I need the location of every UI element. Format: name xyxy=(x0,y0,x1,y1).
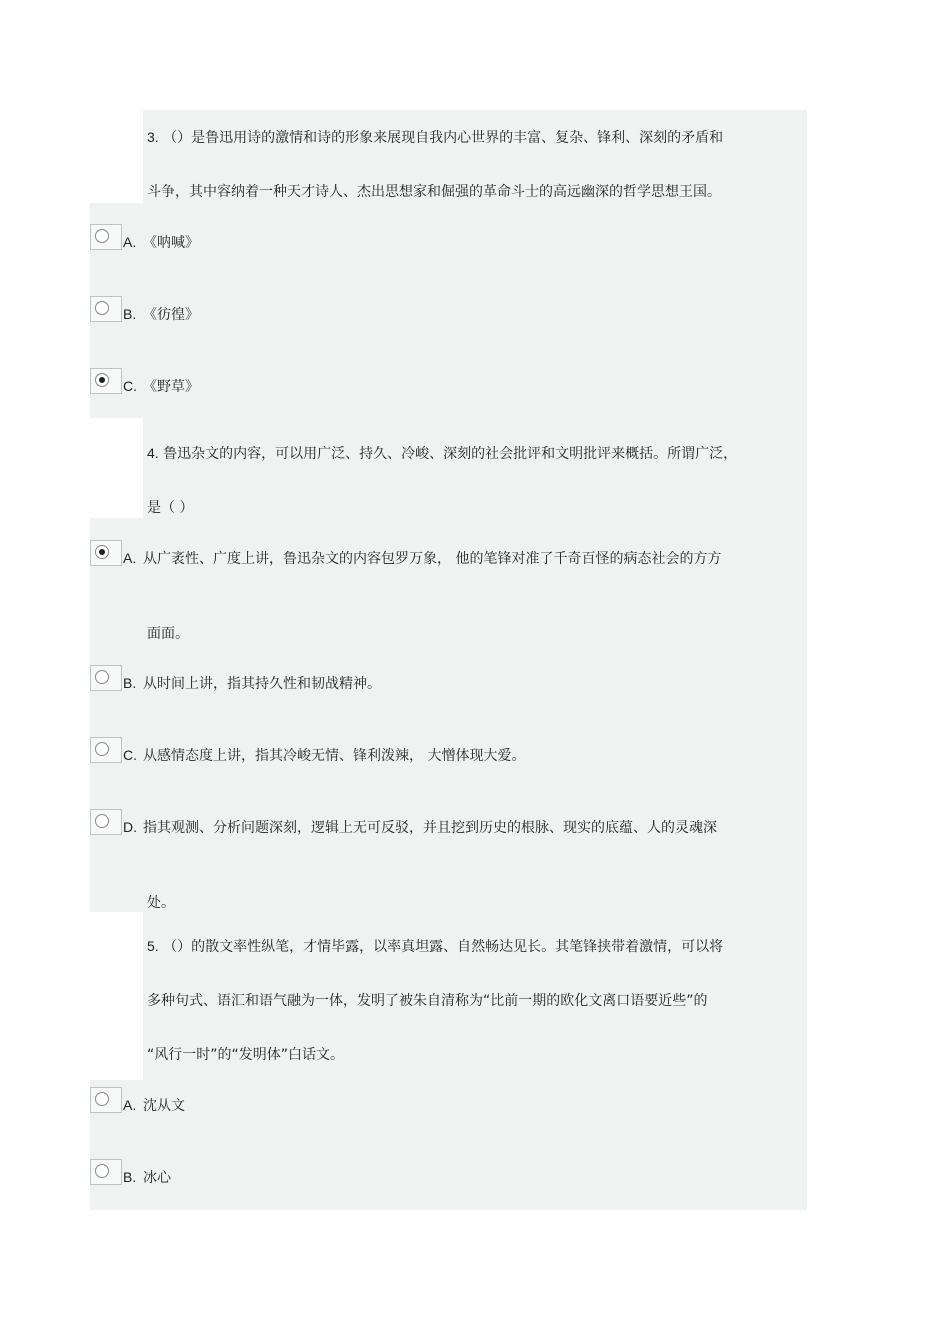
option-3c[interactable]: C. 《野草》 xyxy=(90,368,510,398)
option-5b[interactable]: B. 冰心 xyxy=(90,1159,510,1189)
radio-button-selected[interactable] xyxy=(90,368,122,394)
option-4b[interactable]: B. 从时间上讲，指其持久性和韧战精神。 xyxy=(90,665,510,695)
question-5-line-2: 多种句式、语汇和语气融为一体，发明了被朱自清称为“比前一期的欧化文离口语要近些”的 xyxy=(147,993,708,1009)
radio-button[interactable] xyxy=(90,224,122,250)
option-4a[interactable]: A. 从广袤性、广度上讲，鲁迅杂文的内容包罗万象， 他的笔锋对准了千奇百怪的病态社会的方方 xyxy=(90,540,807,570)
radio-circle-icon xyxy=(95,1092,109,1106)
radio-button[interactable] xyxy=(90,1159,122,1185)
question-3-line-2: 斗争，其中容纳着一种天才诗人、杰出思想家和倔强的革命斗士的高远幽深的哲学思想王国。 xyxy=(147,184,721,200)
question-4-line-1: 4. 鲁迅杂文的内容，可以用广泛、持久、冷峻、深刻的社会批评和文明批评来概括。所谓广泛， xyxy=(147,445,738,462)
question-5-text xyxy=(147,919,812,1082)
radio-circle-icon xyxy=(95,1164,109,1178)
question-4-line-2: 是（ ） xyxy=(147,500,194,516)
radio-circle-icon xyxy=(95,301,109,315)
radio-button[interactable] xyxy=(90,737,122,763)
question-4-text xyxy=(147,426,812,535)
radio-circle-icon xyxy=(95,670,109,684)
radio-circle-icon xyxy=(95,545,109,559)
radio-button-selected[interactable] xyxy=(90,540,122,566)
option-3b[interactable]: B. 《彷徨》 xyxy=(90,296,510,326)
option-4a-continuation: 面面。 xyxy=(147,626,189,642)
question-number: 4. xyxy=(147,445,159,461)
option-3a[interactable]: A. 《呐喊》 xyxy=(90,224,510,254)
question-number: 5. xyxy=(147,938,159,954)
option-4d-continuation: 处。 xyxy=(147,895,175,911)
option-4c[interactable]: C. 从感情态度上讲，指其冷峻无情、锋利泼辣， 大憎体现大爱。 xyxy=(90,737,610,767)
radio-circle-icon xyxy=(95,742,109,756)
radio-button[interactable] xyxy=(90,1087,122,1113)
radio-button[interactable] xyxy=(90,665,122,691)
radio-circle-icon xyxy=(95,229,109,243)
option-4d[interactable]: D. 指其观测、分析问题深刻，逻辑上无可反驳，并且挖到历史的根脉、现实的底蕴、人的灵魂深 xyxy=(90,809,807,839)
radio-circle-icon xyxy=(95,373,109,387)
question-5-line-1: 5. （）的散文率性纵笔，才情毕露，以率真坦露、自然畅达见长。其笔锋挟带着激情，可以将 xyxy=(147,938,724,955)
radio-dot-icon xyxy=(99,377,105,383)
question-3-text xyxy=(147,110,812,219)
question-number: 3. xyxy=(147,129,159,145)
radio-circle-icon xyxy=(95,814,109,828)
question-5-line-3: “风行一时”的“发明体”白话文。 xyxy=(147,1047,345,1063)
radio-dot-icon xyxy=(99,549,105,555)
question-4-options-panel xyxy=(90,518,807,912)
option-5a[interactable]: A. 沈从文 xyxy=(90,1087,510,1117)
question-3-line-1: 3. （）是鲁迅用诗的激情和诗的形象来展现自我内心世界的丰富、复杂、锋利、深刻的矛盾和 xyxy=(147,129,724,146)
radio-button[interactable] xyxy=(90,809,122,835)
radio-button[interactable] xyxy=(90,296,122,322)
